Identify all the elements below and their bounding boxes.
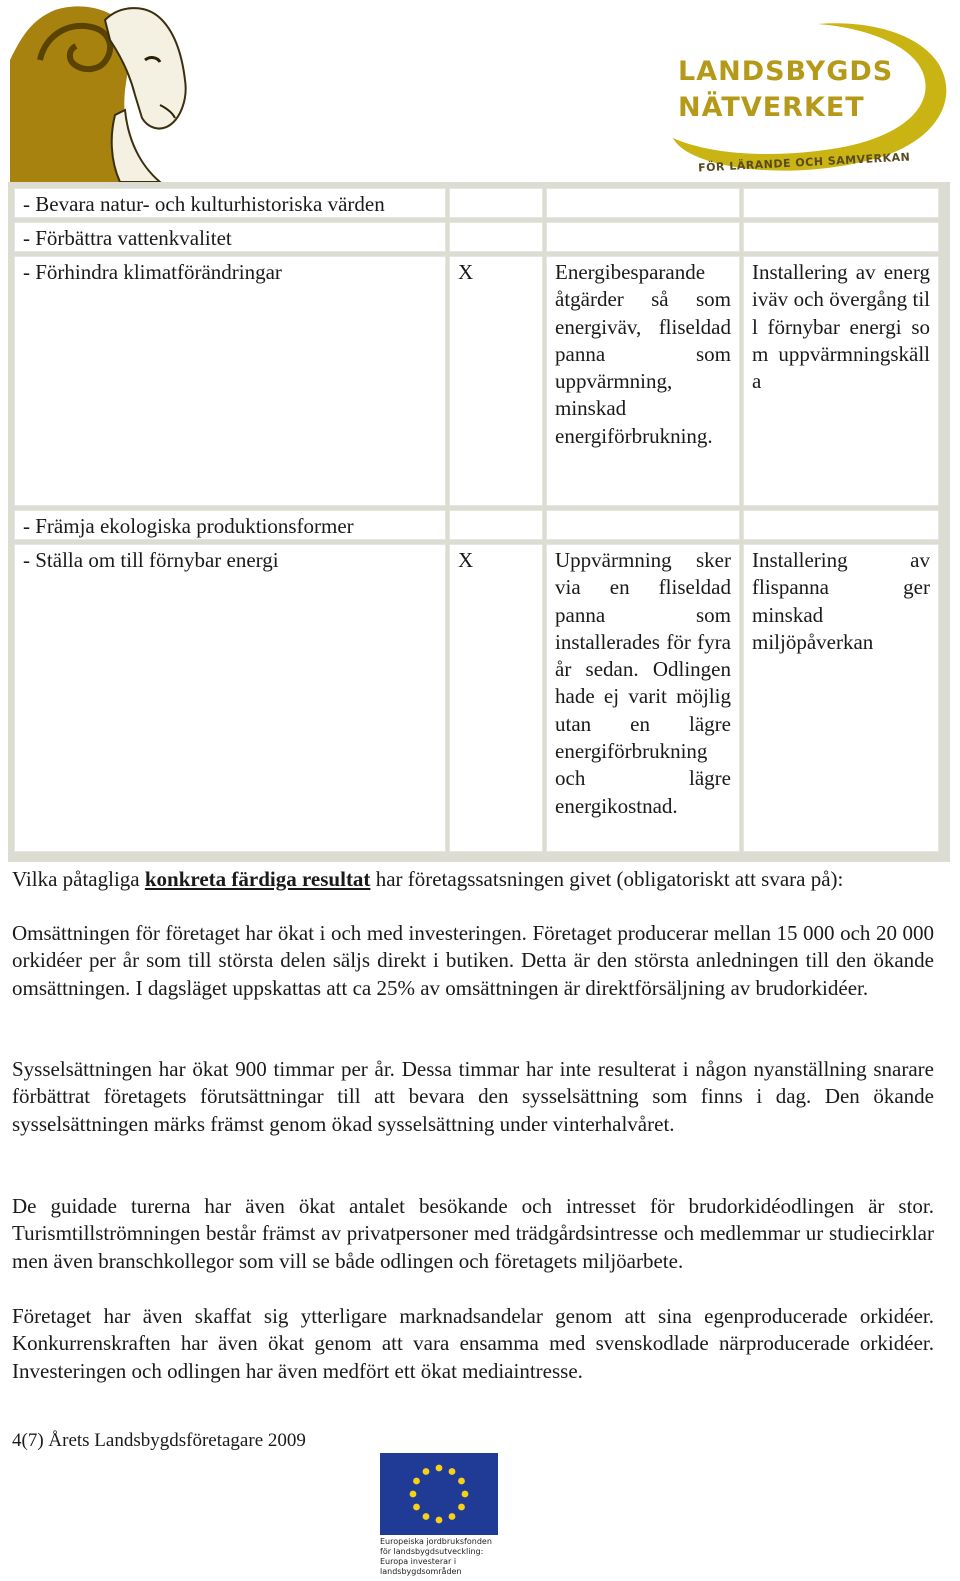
mark-cell bbox=[449, 544, 543, 852]
mark-x: X bbox=[458, 548, 474, 572]
goal-cell: - Förhindra klimatförändringar bbox=[23, 260, 282, 284]
result-text: Installering av flispanna ger minskad miljöpåverkan bbox=[752, 548, 930, 654]
mark-cell bbox=[449, 188, 543, 218]
action-cell bbox=[546, 544, 740, 852]
table-row bbox=[14, 188, 446, 218]
action-text: Energibesparande åtgärder så som energiväv, fliseldad panna som uppvärmning, minskad energiförbrukning. bbox=[555, 260, 731, 448]
eu-logo bbox=[380, 1453, 498, 1581]
result-cell bbox=[743, 188, 939, 218]
landsbygdsnatverket-logo bbox=[668, 18, 958, 186]
eu-flag-icon bbox=[380, 1453, 498, 1535]
action-cell bbox=[546, 222, 740, 252]
goals-table bbox=[8, 182, 950, 862]
goal-cell: - Förbättra vattenkvalitet bbox=[23, 226, 232, 250]
eu-caption: Europeiska jordbruksfonden för landsbygdsutveckling: Europa investerar i landsbygdsområden bbox=[380, 1537, 492, 1576]
goal-cell: - Bevara natur- och kulturhistoriska värden bbox=[23, 192, 385, 216]
paragraph-market: Företaget har även skaffat sig ytterligare marknadsandelar genom att sina egenproducerade orkidéer. Konkurrenskraften har även ökat genom att vara ensamma med svenskodlade närproducerade orkidéer. Investeringen och odlingen har även medfört ett ökat mediaintresse. bbox=[12, 1304, 934, 1383]
mark-x: X bbox=[458, 260, 474, 284]
action-cell bbox=[546, 188, 740, 218]
result-cell bbox=[743, 256, 939, 506]
result-cell bbox=[743, 544, 939, 852]
question-emphasis: konkreta färdiga resultat bbox=[144, 867, 371, 891]
page-footer: 4(7) Årets Landsbygdsföretagare 2009 bbox=[12, 1430, 306, 1451]
action-cell bbox=[546, 256, 740, 506]
table-row bbox=[14, 256, 446, 506]
paragraph-turnover: Omsättningen för företaget har ökat i och med investeringen. Företaget producerar mellan 15 000 och 20 000 orkidéer per år som till största delen säljs direkt i butiken. Detta är den största anledningen till den ökande omsättningen. I dagsläget uppskattas att ca 25% av omsättningen är direktförsäljning av brudorkidéer. bbox=[12, 921, 934, 1000]
table-row bbox=[14, 222, 446, 252]
result-cell bbox=[743, 510, 939, 540]
mark-cell bbox=[449, 222, 543, 252]
result-cell bbox=[743, 222, 939, 252]
logo-line-2: NÄTVERKET bbox=[678, 92, 865, 123]
paragraph-employment: Sysselsättningen har ökat 900 timmar per år. Dessa timmar har inte resulterat i någon nyanställning snarare förbättrat företagets förutsättningar till att bevara den sysselsättning som finns i dag. Den ökande sysselsättningen märks främst genom ökad sysselsättning under vinterhalvåret. bbox=[12, 1057, 934, 1136]
action-cell bbox=[546, 510, 740, 540]
logo-line-1: LANDSBYGDS bbox=[678, 56, 894, 87]
table-row bbox=[14, 510, 446, 540]
goal-cell: - Främja ekologiska produktionsformer bbox=[23, 514, 354, 538]
ram-logo-icon bbox=[10, 0, 190, 182]
mark-cell bbox=[449, 510, 543, 540]
question-suffix: har företagssatsningen givet (obligatoriskt att svara på): bbox=[370, 867, 844, 891]
result-text: Installering av energiväv och övergång till förnybar energi som uppvärmningskälla bbox=[752, 260, 930, 394]
action-text: Uppvärmning sker via en fliseldad panna som installerades för fyra år sedan. Odlingen hade ej varit möjlig utan en lägre energiförbrukning och lägre energikostnad. bbox=[555, 548, 731, 818]
question-line bbox=[12, 866, 934, 893]
goal-cell: - Ställa om till förnybar energi bbox=[23, 548, 279, 572]
mark-cell bbox=[449, 256, 543, 506]
table-row bbox=[14, 544, 446, 852]
question-prefix: Vilka påtagliga bbox=[12, 867, 145, 891]
logo-tagline: FÖR LÄRANDE OCH SAMVERKAN bbox=[697, 150, 911, 175]
paragraph-tourism: De guidade turerna har även ökat antalet besökande och intresset för brudorkidéodlingen är stor. Turismtillströmningen består främst av privatpersoner med trädgårdsintresse och medlemmar ur studiecirklar men även branschkollegor som vill se både odlingen och företagets miljöarbete. bbox=[12, 1194, 934, 1273]
